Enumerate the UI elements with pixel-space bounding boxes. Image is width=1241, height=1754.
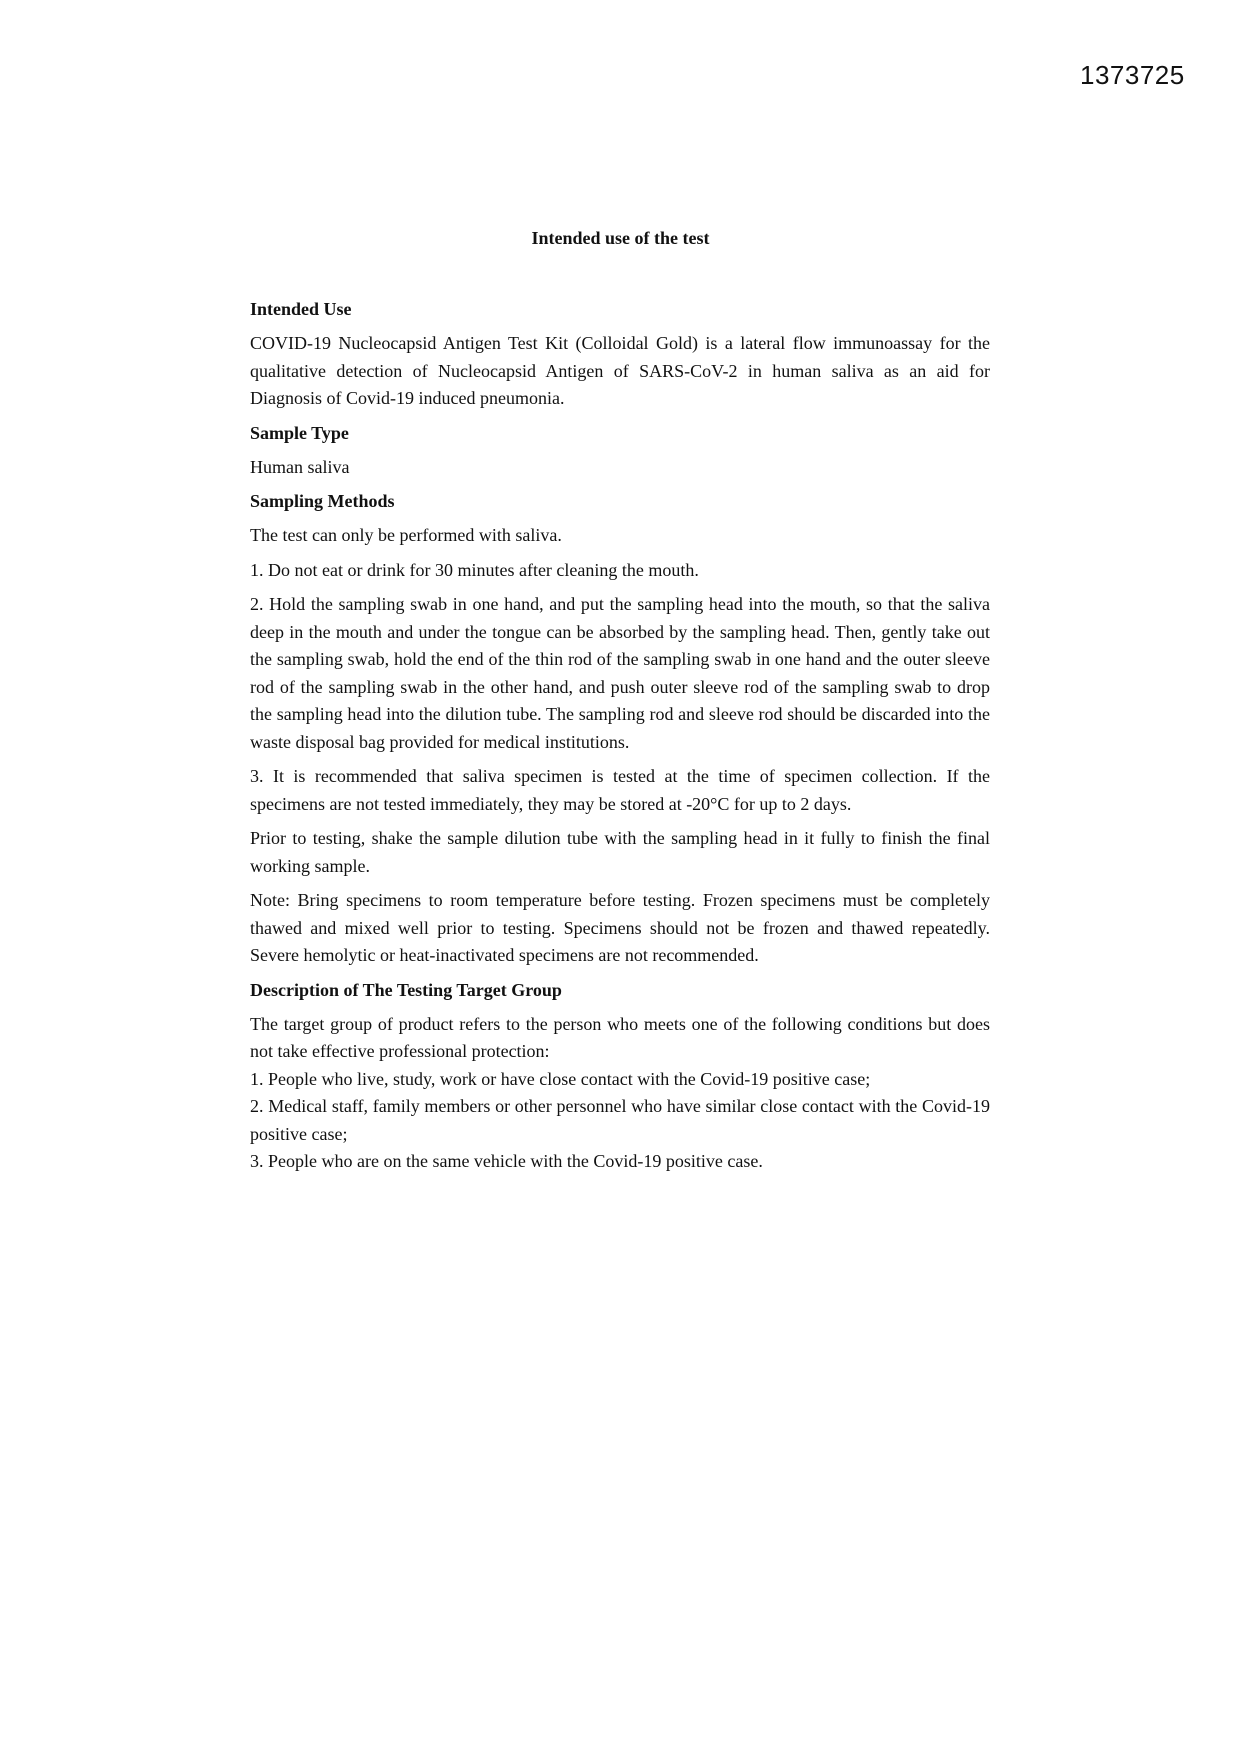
sampling-step-3: 3. It is recommended that saliva specimen is tested at the time of specimen collection. If the specimens are not tested immediately, they may be stored at -20°C for up to 2 days.	[250, 766, 990, 814]
target-group-item-1: 1. People who live, study, work or have close contact with the Covid-19 positive case;	[250, 1068, 871, 1089]
section-heading-target-group: Description of The Testing Target Group	[250, 979, 562, 1000]
target-group-item-3: 3. People who are on the same vehicle with the Covid-19 positive case.	[250, 1151, 763, 1171]
page-title: Intended use of the test	[531, 228, 710, 248]
document-body	[250, 296, 990, 1176]
section-heading-intended-use: Intended Use	[250, 299, 352, 319]
document-id: 1373725	[1080, 60, 1185, 90]
note-text: Note: Bring specimens to room temperature before testing. Frozen specimens must be completely thawed and mixed well prior to testing. Specimens should not be frozen and thawed repeatedly. Severe hemolytic or heat-inactivated specimens are not recommended.	[250, 890, 990, 965]
target-group-item-2: 2. Medical staff, family members or other personnel who have similar close contact with the Covid-19 positive case;	[250, 1096, 990, 1144]
sampling-step-2: 2. Hold the sampling swab in one hand, and put the sampling head into the mouth, so that the saliva deep in the mouth and under the tongue can be absorbed by the sampling head. Then, gently take out the sampling swab, hold the end of the thin rod of the sampling swab in one hand and the outer sleeve rod of the sampling swab in the other hand, and push outer sleeve rod of the sampling swab to drop the sampling head into the dilution tube. The sampling rod and sleeve rod should be discarded into the waste disposal bag provided for medical institutions.	[250, 594, 990, 752]
target-group-intro: The target group of product refers to the person who meets one of the following conditions but does not take effective professional protection:	[250, 1013, 990, 1061]
sampling-methods-intro: The test can only be performed with saliva.	[250, 525, 562, 545]
section-heading-sample-type: Sample Type	[250, 422, 349, 443]
sample-type-text: Human saliva	[250, 456, 350, 477]
intended-use-text: COVID-19 Nucleocapsid Antigen Test Kit (Colloidal Gold) is a lateral flow immunoassay for the qualitative detection of Nucleocapsid Antigen of SARS-CoV-2 in human saliva as an aid for Diagnosis of Covid-19 induced pneumonia.	[250, 333, 990, 408]
sampling-step-1: 1. Do not eat or drink for 30 minutes after cleaning the mouth.	[250, 559, 699, 580]
prior-to-testing-text: Prior to testing, shake the sample dilution tube with the sampling head in it fully to finish the final working sample.	[250, 828, 990, 876]
section-heading-sampling-methods: Sampling Methods	[250, 491, 395, 511]
